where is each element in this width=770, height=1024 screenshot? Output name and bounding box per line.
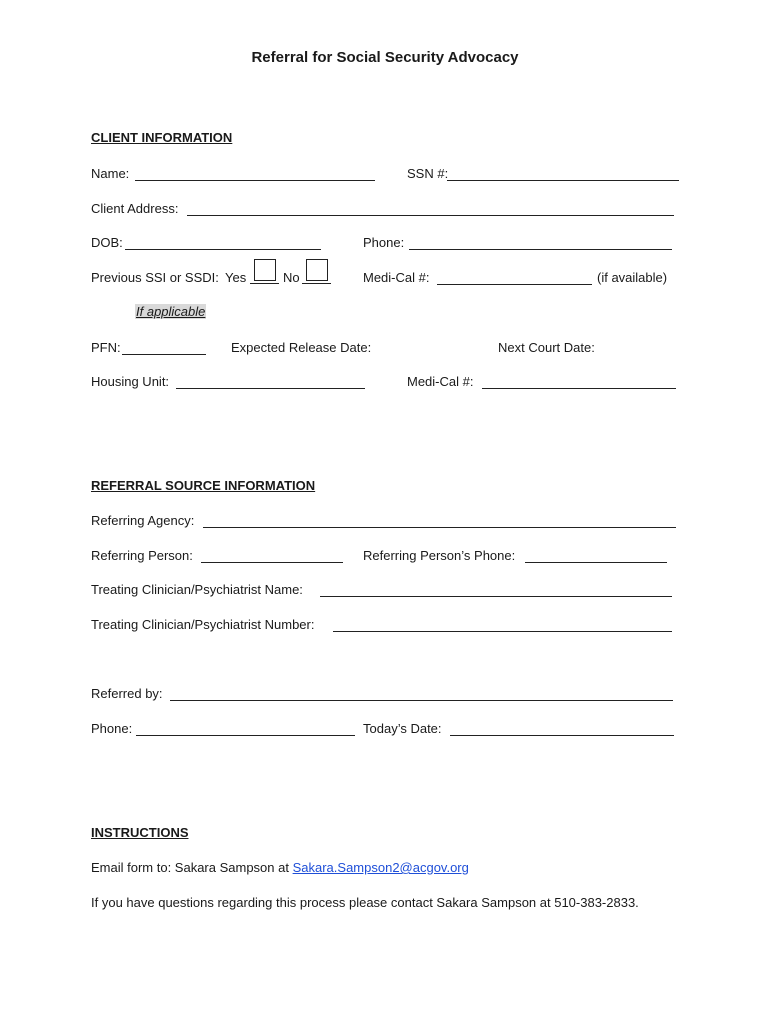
todays-date-label: Today’s Date: [363,721,442,736]
housing-unit-field[interactable] [176,388,365,389]
referring-person-field[interactable] [201,562,343,563]
email-instruction-text: Email form to: Sakara Sampson at [91,860,293,875]
email-instruction [91,860,469,875]
todays-date-field[interactable] [450,735,674,736]
referring-agency-label: Referring Agency: [91,513,195,528]
medical2-field[interactable] [482,388,676,389]
client-address-label: Client Address: [91,201,179,216]
contact-instruction: If you have questions regarding this process please contact Sakara Sampson at 510-383-2833. [91,895,639,910]
next-court-label: Next Court Date: [498,340,595,355]
medical-label: Medi-Cal #: [363,270,430,285]
expected-release-label: Expected Release Date: [231,340,372,355]
form-title: Referral for Social Security Advocacy [251,49,519,66]
client-info-heading: CLIENT INFORMATION [91,130,233,145]
medical-field[interactable] [437,284,592,285]
referring-person-label: Referring Person: [91,548,193,563]
yes-label: Yes [225,270,247,285]
no-label: No [283,270,300,285]
phone-label: Phone: [363,235,405,250]
client-address-field[interactable] [187,215,674,216]
medical2-label: Medi-Cal #: [407,374,474,389]
if-applicable-text: If applicable [136,304,206,319]
yes-underline [250,283,279,284]
pfn-field[interactable] [122,354,206,355]
phone-field[interactable] [409,249,672,250]
referred-by-label: Referred by: [91,686,163,701]
referring-person-phone-field[interactable] [525,562,667,563]
referral-source-heading: REFERRAL SOURCE INFORMATION [91,478,316,493]
no-checkbox[interactable] [306,259,328,281]
instructions-heading: INSTRUCTIONS [91,825,189,840]
referred-by-field[interactable] [170,700,673,701]
dob-label: DOB: [91,235,123,250]
housing-unit-label: Housing Unit: [91,374,170,389]
pfn-label: PFN: [91,340,121,355]
if-applicable-note [135,304,206,319]
name-field[interactable] [135,180,375,181]
previous-ssi-label: Previous SSI or SSDI: [91,270,219,285]
ssn-field[interactable] [447,180,679,181]
clinician-number-field[interactable] [333,631,672,632]
no-underline [302,283,331,284]
clinician-number-label: Treating Clinician/Psychiatrist Number: [91,617,315,632]
referring-person-phone-label: Referring Person’s Phone: [363,548,516,563]
ssn-label: SSN #: [407,166,449,181]
name-label: Name: [91,166,130,181]
yes-checkbox[interactable] [254,259,276,281]
referring-agency-field[interactable] [203,527,676,528]
if-available-note: (if available) [597,270,668,285]
referrer-phone-label: Phone: [91,721,133,736]
clinician-name-label: Treating Clinician/Psychiatrist Name: [91,582,303,597]
clinician-name-field[interactable] [320,596,672,597]
dob-field[interactable] [125,249,321,250]
referrer-phone-field[interactable] [136,735,355,736]
email-link[interactable]: Sakara.Sampson2@acgov.org [292,860,469,875]
